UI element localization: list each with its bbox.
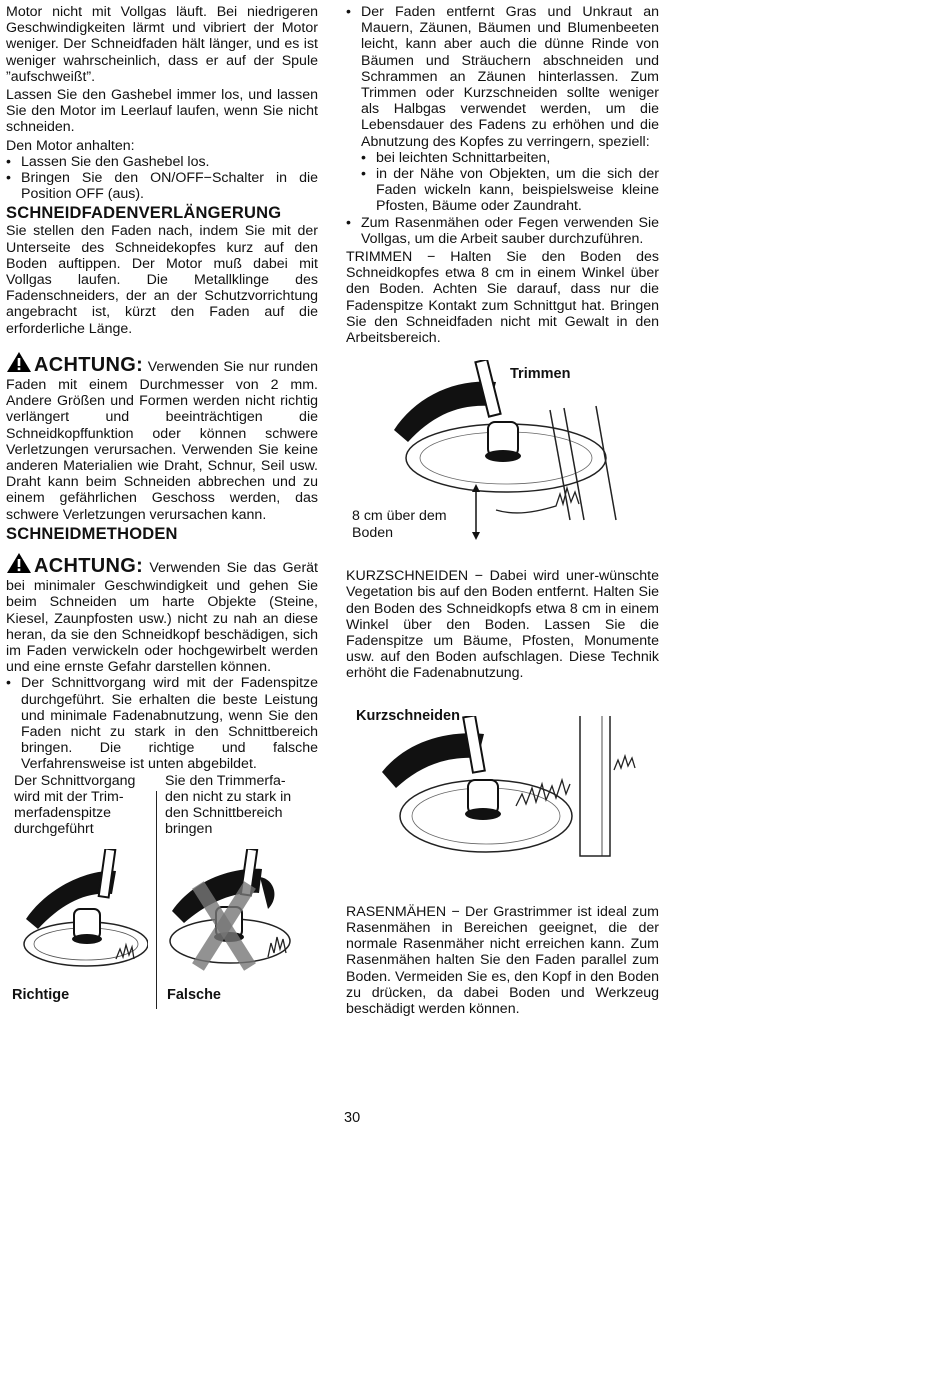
page-number: 30 [344,1110,361,1126]
warning-word: ACHTUNG: [34,353,144,376]
warning-hard-objects [6,552,318,675]
list-item: • Zum Rasenmähen oder Fegen verwenden Sie Vollgas, um die Arbeit sauber durchzuführen. [346,215,659,247]
list-item: • in der Nähe von Objekten, um die sich der Faden wickeln kann, beispielsweise kleine Pfosten, Bäume oder Zaundraht. [361,166,659,215]
paragraph-mowing: RASENMÄHEN − Der Grastrimmer ist ideal zum Rasenmähen in Bereichen geeignet, die der normale Rasenmäher nicht erreichen kann. Zum Rasenmähen halten Sie den Faden parallel zum Boden. Vermeiden Sie es, den Kopf in den Boden zu drücken, da dabei Boden und Werkzeug beschädigt werden können. [346,903,659,1017]
paragraph-engine-speed: Motor nicht mit Vollgas läuft. Bei niedrigeren Geschwindigkeiten lärmt und vibriert der Motor weniger. Der Schneidfaden hält länger, und es ist weniger wahrscheinlich, dass er auf der Spule ”aufschweißt”. [6,4,318,85]
figure-trimming [346,360,659,560]
sub-list [361,150,659,215]
list-item: • Bringen Sie den ON/OFF−Schalter in die Position OFF (aus). [6,170,318,202]
warning-triangle-icon [6,351,32,377]
caption-correct: Der Schnittvorgang wird mit der Trim- merfadenspitze durchgeführt [14,772,136,838]
list-item: • bei leichten Schnittarbeiten, [361,150,659,166]
figure-title: Trimmen [510,366,571,383]
figure-note: 8 cm über dem Boden [352,508,447,542]
warning-triangle-icon [6,552,32,578]
warning-text: Verwenden Sie nur runden Faden mit einem Durchmesser von 2 mm. Andere Größen und Formen werden nicht richtig verlängert und beeinträchtigen die Schneidkopffunktion oder können schwere Verletzungen verursachen. Verwenden Sie keine anderen Materialien wie Draht, Schnur, Seil usw. Draht kann beim Schneiden abbrechen und zu einem gefährlichen Geschoss werden, das schwere Verletzungen verursachen kann. [6,358,318,523]
paragraph-trimming: TRIMMEN − Halten Sie den Boden des Schneidkopfes etwa 8 cm in einem Winkel über den Boden. Achten Sie darauf, dass nur die Fadenspitze Kontakt zum Schnittgut hat. Bringen Sie den Schneidfaden nicht mit Gewalt in den Arbeitsbereich. [346,249,659,347]
left-column [6,4,318,1009]
paragraph-throttle-release: Lassen Sie den Gashebel immer los, und lassen Sie den Motor im Leerlauf laufen, wenn Sie nicht schneiden. [6,87,318,136]
caption-wrong: Sie den Trimmerfa- den nicht zu stark in den Schnittbereich bringen [165,772,292,838]
trimmer-wrong-illustration [164,849,314,979]
figure-title: Kurzschneiden [356,707,460,724]
heading-line-extension: SCHNEIDFADENVERLÄNGERUNG [6,204,282,223]
methods-list [6,675,318,772]
right-column [346,4,659,1017]
stop-steps-list [6,154,318,203]
warning-text: Verwenden Sie das Gerät bei minimaler Geschwindigkeit und gehen Sie beim Schneiden um harte Objekte (Steine, Kiesel, Zaunpfosten usw.) nicht zu nah an diese heran, da sie den Schneidkopf beschädigen, sich im Faden verwickeln oder hochgewirbelt werden und eine ernste Gefahr darstellen können. [6,559,318,676]
throttle-notes-list [346,4,659,247]
warning-line-diameter [6,351,318,523]
list-item: • Der Schnittvorgang wird mit der Fadenspitze durchgeführt. Sie erhalten die beste Leistung und minimale Fadenabnutzung, wenn Sie den Faden nicht zu stark in den Schnittbereich bringen. Die richtige und falsche Verfahrensweise ist unten abgebildet. [6,675,318,772]
right-wrong-figure [6,773,318,1009]
heading-cutting-methods: SCHNEIDMETHODEN [6,524,178,543]
warning-word: ACHTUNG: [34,554,144,577]
figure-divider [156,791,157,1009]
label-wrong: Falsche [167,986,221,1003]
label-correct: Richtige [12,986,70,1003]
paragraph-stop-engine: Den Motor anhalten: [6,137,135,154]
scalping-illustration [376,716,666,896]
paragraph-scalping: KURZSCHNEIDEN − Dabei wird uner-wünschte Vegetation bis auf den Boden entfernt. Halten Sie den Boden des Schneidkopfs etwa 8 cm in einem Winkel über den Boden. Lassen Sie die Fadenspitze um Bäume, Pfosten, Monumente usw. auf den Boden aufschlagen. Diese Technik erhöht die Fadenabnutzung. [346,568,659,682]
list-item: • Der Faden entfernt Gras und Unkraut an Mauern, Zäunen, Bäumen und Blumenbeeten leicht, kann aber auch die dünne Rinde von Bäumen und Sträuchern abschneiden und Schrammen an Zäunen hinterlassen. Zum Trimmen oder Kurzschneiden sollte weniger als Halbgas verwendet werden, um die Lebensdauer des Fadens zu erhöhen und die Abnutzung des Kopfes zu verringern, speziell: • bei leichten Schnittarbeiten, • in der Nähe von Objekten, um die sich der Faden wickeln kann, beispielsweise kleine Pfosten, Bäume oder Zaundraht. [346,4,659,215]
figure-scalping [346,696,659,896]
trimmer-correct-illustration [16,849,148,979]
list-item: • Lassen Sie den Gashebel los. [6,154,318,170]
paragraph-line-extension: Sie stellen den Faden nach, indem Sie mit der Unterseite des Schneidekopfes kurz auf den Boden auftippen. Der Motor muß dabei mit Vollgas laufen. Die Metallklinge des Fadenschneiders, der an der Schutzvorrichtung angebracht ist, kürzt den Faden auf die erforderliche Länge. [6,223,318,337]
